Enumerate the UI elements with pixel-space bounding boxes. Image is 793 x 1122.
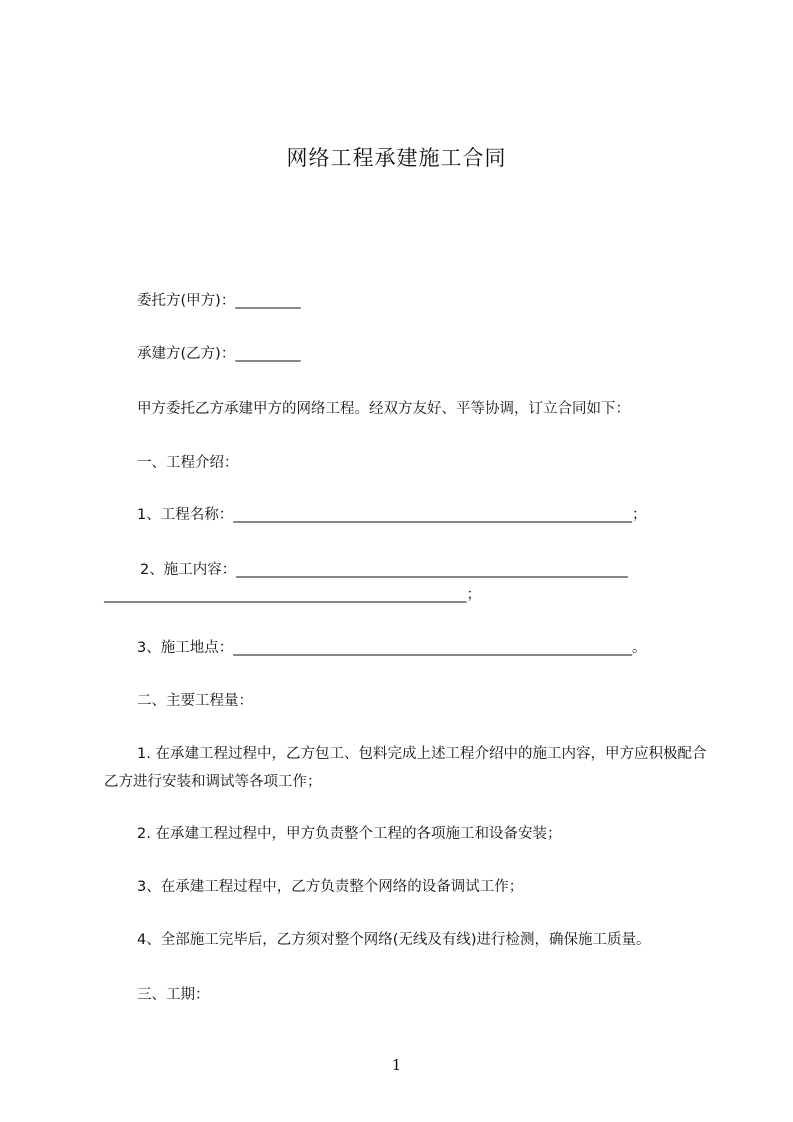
section-2-heading: 二、主要工程量：	[137, 693, 253, 709]
work-item-2: 2. 在承建工程过程中，甲方负责整个工程的各项施工和设备安装；	[137, 826, 562, 842]
section-1-heading: 一、工程介绍：	[137, 455, 239, 471]
work-item-1: 1. 在承建工程过程中，乙方包工、包料完成上述工程介绍中的施工内容，甲方应积极配合乙方进行安装和调试等各项工作；	[104, 746, 707, 790]
page-number: 1	[391, 1056, 402, 1074]
document-title: 网络工程承建施工合同	[286, 146, 507, 170]
intro-paragraph: 甲方委托乙方承建甲方的网络工程。经双方友好、平等协调，订立合同如下：	[137, 401, 630, 417]
project-name-line: 1、工程名称：_______________________________________________________；	[137, 507, 647, 523]
construction-content-line: 2、施工内容：______________________________________________________	[140, 562, 628, 578]
construction-content-continuation: __________________________________________________；	[104, 587, 481, 603]
party-b-line: 承建方(乙方)：_________	[137, 346, 301, 362]
work-item-4: 4、全部施工完毕后，乙方须对整个网络(无线及有线)进行检测，确保施工质量。	[137, 932, 651, 948]
construction-location-line: 3、施工地点：_______________________________________________________。	[137, 640, 647, 656]
work-item-3: 3、在承建工程过程中，乙方负责整个网络的设备调试工作；	[137, 879, 524, 895]
section-3-heading: 三、工期：	[137, 987, 210, 1003]
party-a-line: 委托方(甲方)：_________	[137, 293, 301, 309]
